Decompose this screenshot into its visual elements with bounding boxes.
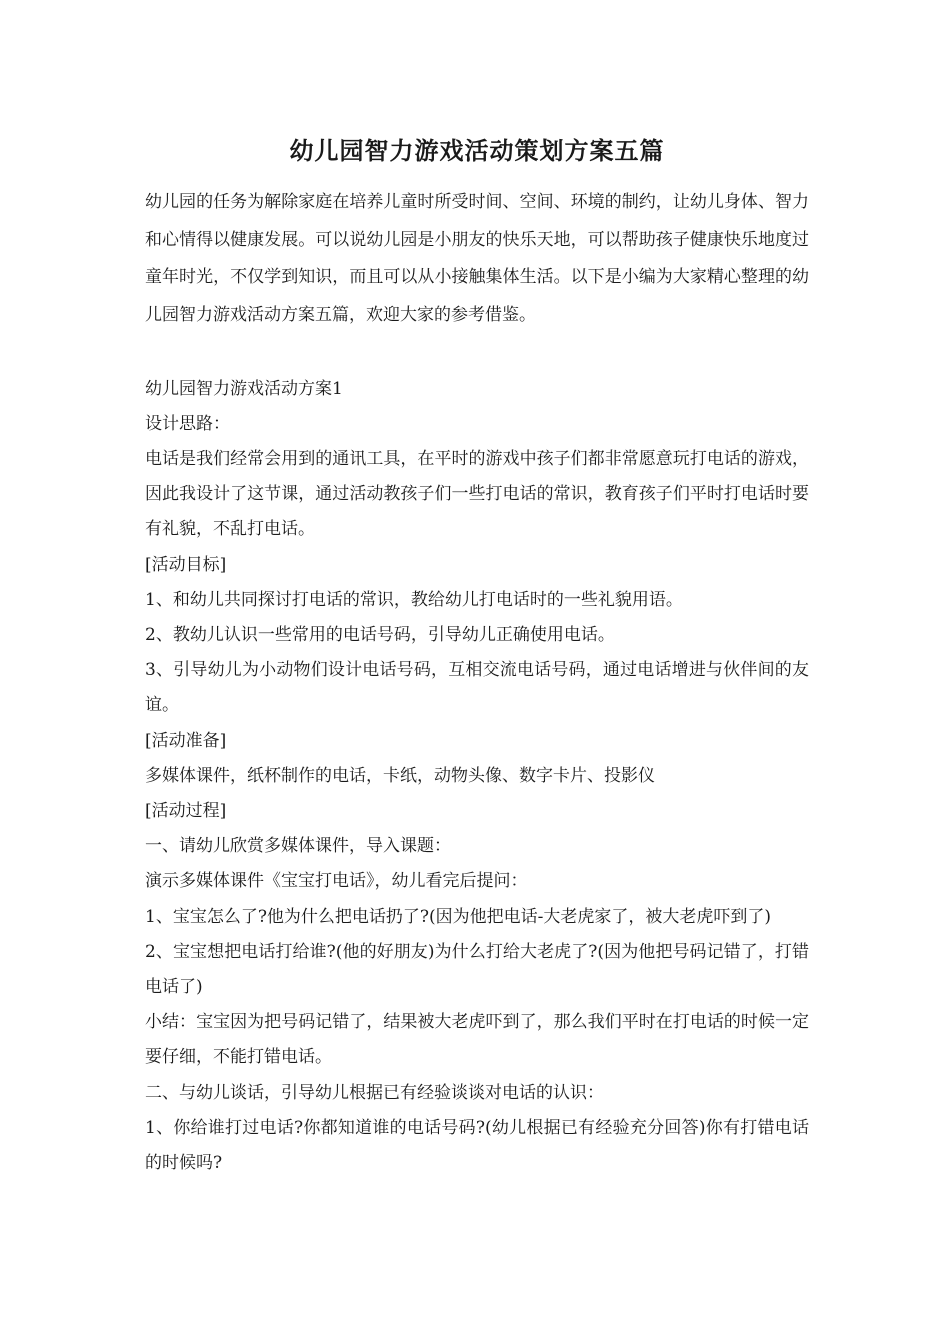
process-step-2: 二、与幼儿谈话，引导幼儿根据已有经验谈谈对电话的认识： [145, 1082, 604, 1103]
process-step-1-demo: 演示多媒体课件《宝宝打电话》，幼儿看完后提问： [145, 871, 528, 892]
section-process-heading: [活动过程] [145, 800, 227, 821]
preparation-text: 多媒体课件，纸杯制作的电话，卡纸，动物头像、数字卡片、投影仪 [145, 765, 655, 786]
design-idea-text: 电话是我们经常会用到的通讯工具，在平时的游戏中孩子们都非常愿意玩打电话的游戏，因此我设计了这节课，通过活动教孩子们一些打电话的常识，教育孩子们平时打电话时要有礼貌，不乱打电话。 [145, 448, 809, 540]
document-title: 幼儿园智力游戏活动策划方案五篇 [289, 136, 665, 165]
plan-heading: 幼儿园智力游戏活动方案1 [145, 378, 343, 399]
goal-item-2: 2、教幼儿认识一些常用的电话号码，引导幼儿正确使用电话。 [145, 624, 615, 645]
goal-item-1: 1、和幼儿共同探讨打电话的常识，教给幼儿打电话时的一些礼貌用语。 [145, 589, 683, 610]
intro-paragraph: 幼儿园的任务为解除家庭在培养儿童时所受时间、空间、环境的制约，让幼儿身体、智力和心情得以健康发展。可以说幼儿园是小朋友的快乐天地，可以帮助孩子健康快乐地度过童年时光，不仅学到知识，而且可以从小接触集体生活。以下是小编为大家精心整理的幼儿园智力游戏活动方案五篇，欢迎大家的参考借鉴。 [145, 192, 809, 325]
section-preparation-heading: [活动准备] [145, 730, 227, 751]
process-summary: 小结：宝宝因为把号码记错了，结果被大老虎吓到了，那么我们平时在打电话的时候一定要仔细，不能打错电话。 [145, 1012, 809, 1068]
process-step-2-question: 1、你给谁打过电话?你都知道谁的电话号码?(幼儿根据已有经验充分回答)你有打错电话的时候吗? [145, 1117, 809, 1173]
process-question-2: 2、宝宝想把电话打给谁?(他的好朋友)为什么打给大老虎了?(因为他把号码记错了，打错电话了) [145, 941, 809, 997]
process-question-1: 1、宝宝怎么了?他为什么把电话扔了?(因为他把电话-大老虎家了，被大老虎吓到了) [145, 906, 772, 927]
paragraph-spacer [145, 334, 809, 372]
process-step-1: 一、请幼儿欣赏多媒体课件，导入课题： [145, 836, 451, 857]
section-goals-heading: [活动目标] [145, 554, 227, 575]
design-idea-label: 设计思路： [145, 413, 230, 434]
goal-item-3: 3、引导幼儿为小动物们设计电话号码，互相交流电话号码，通过电话增进与伙伴间的友谊。 [145, 660, 809, 716]
document-page [145, 128, 809, 1181]
